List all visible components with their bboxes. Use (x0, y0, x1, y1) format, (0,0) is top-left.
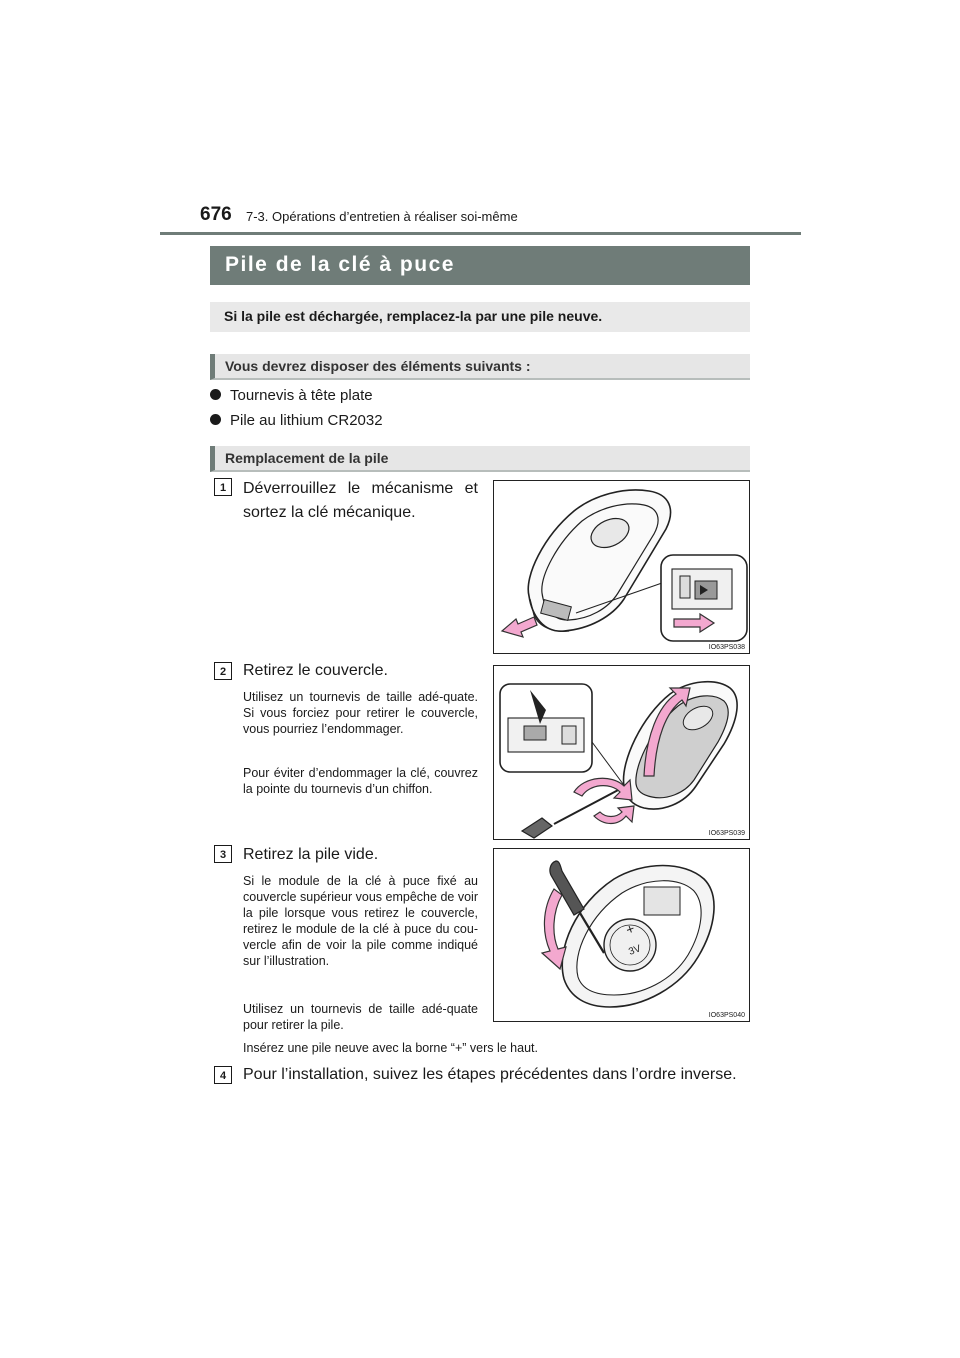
intro-bar (210, 302, 750, 332)
figure-step-3 (493, 848, 750, 1022)
step-number-3: 3 (214, 845, 232, 863)
header-divider (160, 232, 801, 235)
step-number-2: 2 (214, 662, 232, 680)
step-2-note-1: Utilisez un tournevis de taille adé-quate. Si vous forciez pour retirer le couvercle, vous pourriez l’endommager. (243, 690, 478, 736)
list-item: Tournevis à tête plate (210, 387, 373, 404)
requirements-heading: Vous devrez disposer des éléments suivants : (225, 358, 531, 374)
figure-step-2 (493, 665, 750, 840)
page-number: 676 (200, 204, 232, 225)
list-item: Pile au lithium CR2032 (210, 412, 383, 429)
chapter-title: 7-3. Opérations d’entretien à réaliser soi-même (246, 209, 518, 224)
battery-voltage-label: 3V (627, 943, 643, 958)
requirements-heading-bar (210, 354, 750, 380)
step-3-extra-note: Insérez une pile neuve avec la borne “+” vers le haut. (243, 1041, 538, 1055)
battery-removal-illustration (494, 849, 749, 1021)
step-3-title: Retirez la pile vide. (243, 846, 379, 863)
bullet-icon (210, 414, 221, 425)
step-1-title: Déverrouillez le mécanisme et sortez la clé mécanique. (243, 480, 478, 521)
battery-plus-label: + (623, 919, 637, 938)
replacement-heading: Remplacement de la pile (225, 450, 389, 466)
replacement-heading-bar (210, 446, 750, 472)
step-4-title: Pour l’installation, suivez les étapes précédentes dans l’ordre inverse. (243, 1066, 737, 1083)
page-title: Pile de la clé à puce (225, 253, 455, 276)
step-3-note-2: Utilisez un tournevis de taille adé-quate pour retirer la pile. (243, 1002, 478, 1032)
smart-key-unlock-illustration (494, 481, 749, 653)
step-number-4: 4 (214, 1066, 232, 1084)
figure-code: IO63PS038 (708, 644, 745, 651)
bullet-icon (210, 389, 221, 400)
step-2-note-2: Pour éviter d’endommager la clé, couvrez la pointe du tournevis d’un chiffon. (243, 766, 478, 796)
figure-code: IO63PS040 (708, 1012, 745, 1019)
step-number-1: 1 (214, 478, 232, 496)
figure-step-1 (493, 480, 750, 654)
cover-removal-illustration (494, 666, 749, 839)
figure-code: IO63PS039 (708, 830, 745, 837)
step-2-title: Retirez le couvercle. (243, 662, 388, 679)
section-title-bar (210, 246, 750, 285)
intro-text: Si la pile est déchargée, remplacez-la par une pile neuve. (224, 308, 603, 324)
step-3-note-1: Si le module de la clé à puce fixé au couvercle supérieur vous empêche de voir la pile lorsque vous retirez le couvercle, retirez le module de la clé à puce du cou-vercle afin de voir la pile comme indiqué sur l’illustration. (243, 874, 478, 968)
